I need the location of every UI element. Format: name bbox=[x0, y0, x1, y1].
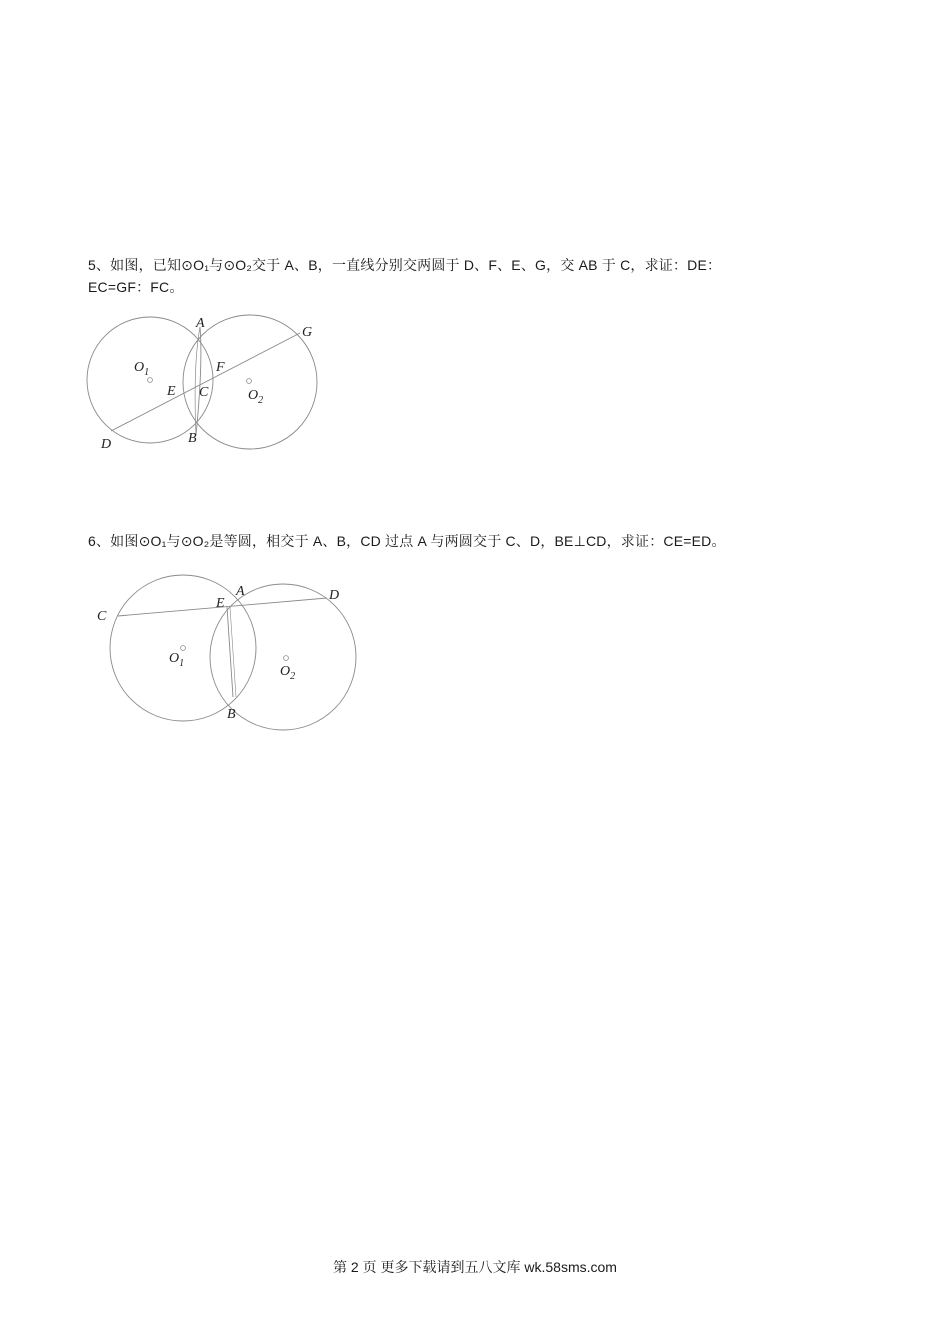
segment-be bbox=[227, 607, 233, 697]
problem-6-diagram bbox=[90, 570, 370, 730]
label-o2: $O_2$ bbox=[248, 388, 264, 406]
label-e: E bbox=[167, 384, 176, 399]
label-o1: $O_1$ bbox=[169, 651, 185, 669]
segment-be-2 bbox=[230, 607, 236, 697]
label-a: A bbox=[236, 584, 245, 599]
label-e: E bbox=[216, 596, 225, 611]
label-c: C bbox=[199, 385, 209, 400]
label-d: D bbox=[101, 437, 112, 452]
secant-line-dg bbox=[111, 333, 300, 431]
label-o1: $O_1$ bbox=[134, 360, 150, 378]
problem-6-text bbox=[88, 530, 858, 552]
center-o1 bbox=[148, 378, 153, 383]
problem-5-diagram bbox=[80, 305, 340, 465]
label-c: C bbox=[97, 609, 107, 624]
label-o2: $O_2$ bbox=[280, 664, 296, 682]
center-o2 bbox=[247, 379, 252, 384]
problem-5-text bbox=[88, 254, 858, 298]
problem-5-line-2: EC=GF：FC。 bbox=[88, 279, 184, 295]
label-a: A bbox=[196, 316, 205, 331]
label-d: D bbox=[329, 588, 340, 603]
page-footer: 第 2 页 更多下载请到五八文库 wk.58sms.com bbox=[333, 1259, 617, 1275]
label-f: F bbox=[216, 360, 225, 375]
center-o2 bbox=[284, 656, 289, 661]
label-g: G bbox=[302, 325, 313, 340]
problem-5-line-1: 5、如图，已知⊙O₁与⊙O₂交于 A、B，一直线分别交两圆于 D、F、E、G，交 AB 于 C，求证：DE： bbox=[88, 257, 722, 273]
problem-6-line-1: 6、如图⊙O₁与⊙O₂是等圆，相交于 A、B，CD 过点 A 与两圆交于 C、D，BE⊥CD，求证：CE=ED。 bbox=[88, 533, 726, 549]
center-o1 bbox=[181, 646, 186, 651]
problem-6-figure bbox=[90, 570, 370, 730]
label-b: B bbox=[188, 431, 197, 446]
problem-5-figure bbox=[80, 305, 340, 465]
label-b: B bbox=[227, 707, 236, 722]
